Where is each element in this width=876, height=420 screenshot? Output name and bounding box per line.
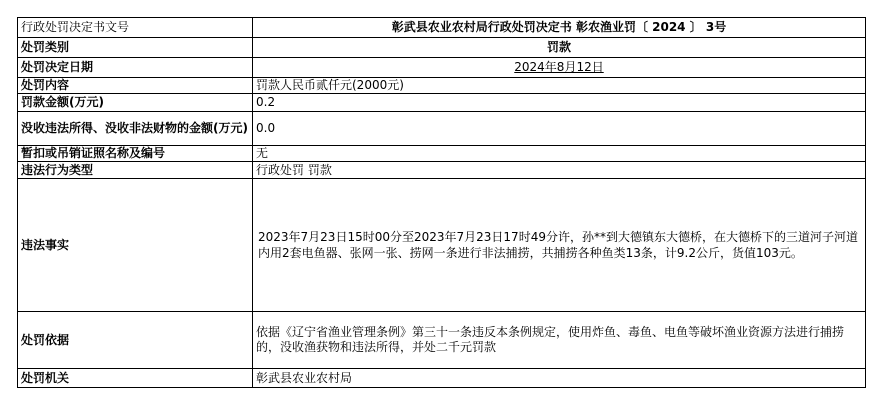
- table-row: [18, 312, 866, 369]
- row-label-decision-date: 处罚决定日期: [18, 58, 253, 78]
- row-label-license-revocation: 暂扣或吊销证照名称及编号: [18, 146, 253, 162]
- row-value-decision-date: 2024年8月12日: [253, 58, 866, 78]
- row-label-penalty-category: 处罚类别: [18, 38, 253, 58]
- table-row: [18, 162, 866, 179]
- table-row: [18, 146, 866, 162]
- table-row: [18, 38, 866, 58]
- table-row: [18, 58, 866, 78]
- row-value-violation-facts: [253, 179, 866, 312]
- row-value-penalty-authority: 彰武县农业农村局: [253, 369, 866, 388]
- row-value-fine-amount: 0.2: [253, 94, 866, 112]
- row-label-penalty-authority: 处罚机关: [18, 369, 253, 388]
- row-label-penalty-basis: 处罚依据: [18, 312, 253, 369]
- row-value-decision-number: 彰武县农业农村局行政处罚决定书 彰农渔业罚〔 2024 〕 3号: [253, 18, 866, 38]
- table-row: [18, 369, 866, 388]
- row-value-penalty-content: 罚款人民币贰仟元(2000元): [253, 78, 866, 94]
- violation-facts-text: 2023年7月23日15时00分至2023年7月23日17时49分许，孙**到大德镇东大德桥，在大德桥下的三道河子河道内用2套电鱼器、张网一张、捞网一条进行非法捕捞，共捕捞各种鱼类13条，计9.2公斤，货值103元。: [258, 230, 858, 260]
- row-label-confiscation-amount: 没收违法所得、没收非法财物的金额(万元): [18, 112, 253, 146]
- row-value-penalty-category: 罚款: [253, 38, 866, 58]
- row-value-confiscation-amount: 0.0: [253, 112, 866, 146]
- row-label-violation-type: 违法行为类型: [18, 162, 253, 179]
- table-row: [18, 179, 866, 312]
- row-value-violation-type: 行政处罚 罚款: [253, 162, 866, 179]
- row-value-penalty-basis: 依据《辽宁省渔业管理条例》第三十一条违反本条例规定，使用炸鱼、毒鱼、电鱼等破坏渔业资源方法进行捕捞的，没收渔获物和违法所得，并处二千元罚款: [253, 312, 866, 369]
- table-row: [18, 112, 866, 146]
- row-value-license-revocation: 无: [253, 146, 866, 162]
- penalty-decision-table: [17, 17, 866, 388]
- row-label-violation-facts: 违法事实: [18, 179, 253, 312]
- table-row: [18, 78, 866, 94]
- row-label-penalty-content: 处罚内容: [18, 78, 253, 94]
- row-label-fine-amount: 罚款金额(万元): [18, 94, 253, 112]
- table-row: [18, 94, 866, 112]
- table-row: [18, 18, 866, 38]
- row-label-decision-number: 行政处罚决定书文号: [18, 18, 253, 38]
